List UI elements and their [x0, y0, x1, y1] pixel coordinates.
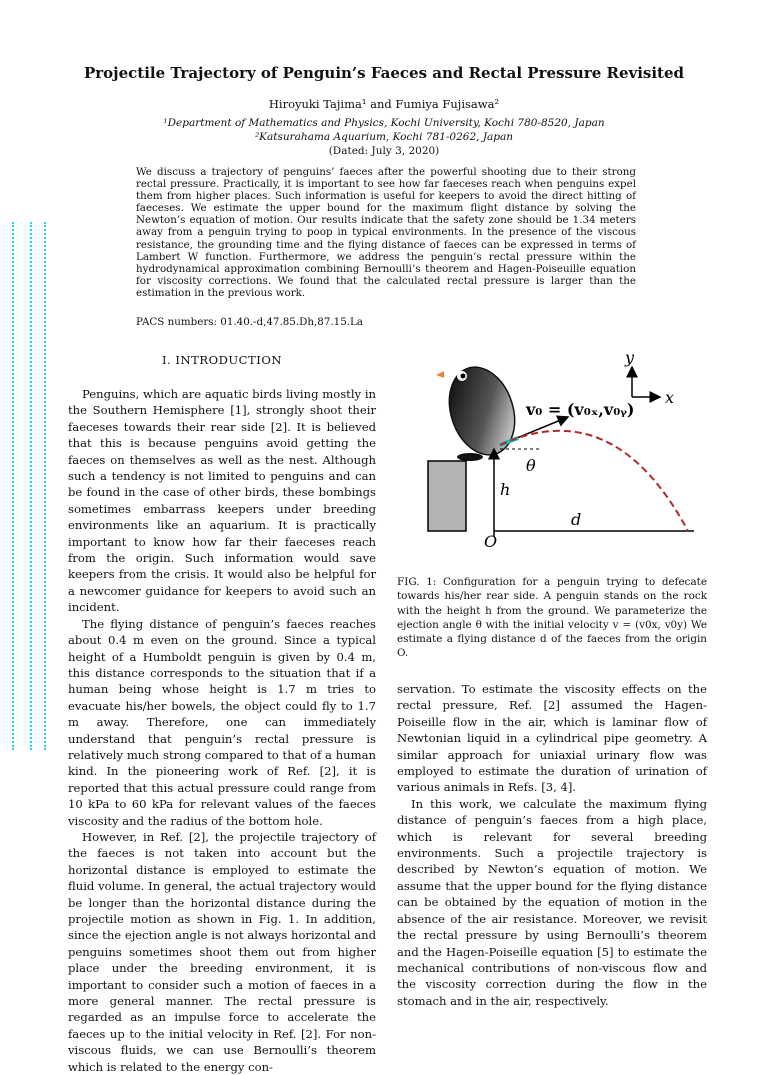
margin-annotation-dots — [12, 222, 50, 750]
paragraph: However, in Ref. [2], the projectile trajectory of the faeces is not taken into account but the horizontal distance is employed to estimate the fluid volume. In general, the actual trajectory would be longer than the horizontal distance during the projectile motion as shown in Fig. 1. In addition, since the ejection angle is not always horizontal and penguins sometimes shoot them out from higher place under the breeding environment, it is important to consider such a motion of faeces in a more general manner. The rectal pressure is regarded as an impulse force to accelerate the faeces up to the initial velocity in Ref. [2]. For non-viscous fluids, we can use Bernoulli’s theorem which is related to the energy con- — [68, 829, 376, 1074]
paragraph: servation. To estimate the viscosity effects on the rectal pressure, Ref. [2] assumed the Hagen-Poiseille flow in the air, which is laminar flow of Newtonian liquid in a cylindrical pipe geometry. A similar approach for uniaxial urinary flow was employed to estimate the duration of urination of various animals in Refs. [3, 4]. — [397, 682, 707, 795]
left-column — [68, 386, 376, 1075]
paragraph: Penguins, which are aquatic birds living mostly in the Southern Hemisphere [1], strongly shoot their faeceses towards their rear side [2]. It is believed that this is because penguins avoid getting the faeces on themselves as well as the nest. Although such a tendency is not limited to penguins and can be found in the case of other birds, these bombings sometimes embarrass keepers under breeding environments like an aquarium. It is practically important to know how far their faeceses reach from the origin. Such information would save keepers from the crisis. It would also be helpful for a newcomer guidance for keepers to avoid such an incident. — [68, 387, 376, 615]
paragraph: In this work, we calculate the maximum flying distance of penguin’s faeces from a high place, which is relevant for several breeding environments. Such a projectile trajectory is described by Newton’s equation of motion. We assume that the upper bound for the flying distance can be obtained by the equation of motion in the absence of the air resistance. Moreover, we revisit the rectal pressure by using Bernoulli’s theorem and the Hagen-Poiseille equation [5] to estimate the mechanical contributions of non-viscous flow and the viscosity correction during the flow in the stomach and in the air, respectively. — [397, 796, 707, 1008]
y-axis-label: y — [625, 348, 635, 367]
x-axis-label: x — [665, 388, 675, 407]
trajectory-curve — [500, 431, 688, 531]
penguin-illustration — [436, 359, 525, 464]
rock — [428, 461, 466, 531]
origin-label: O — [484, 532, 498, 551]
author-line: Hiroyuki Tajima¹ and Fumiya Fujisawa² — [268, 97, 500, 111]
affiliation-1: ¹Department of Mathematics and Physics, Kochi University, Kochi 780-8520, Japan — [163, 117, 605, 129]
affiliation-2: ²Katsurahama Aquarium, Kochi 781-0262, Japan — [254, 131, 514, 143]
date-line: (Dated: July 3, 2020) — [328, 145, 440, 157]
figure-1-diagram — [396, 345, 716, 555]
section-heading-introduction: I. INTRODUCTION — [161, 353, 283, 367]
abstract: We discuss a trajectory of penguins’ faeces after the powerful shooting due to their strong rectal pressure. Practically, it is important to see how far faeceses reach when penguins expel them from higher places. Such information is useful for keepers to avoid the direct hitting of faeceses. We estimate the upper bound for the maximum flight distance by solving the Newton’s equation of motion. Our results indicate that the safety zone should be 1.34 meters away from a penguin trying to poop in typical environments. In the presence of the viscous resistance, the grounding time and the flying distance of faeces can be expressed in terms of Lambert W function. Furthermore, we address the penguin’s rectal pressure within the hydrodynamical approximation combining Bernoulli’s theorem and Hagen-Poiseuille equation for viscosity corrections. We found that the calculated rectal pressure is larger than the estimation in the previous work. — [136, 166, 636, 299]
right-column — [397, 681, 707, 1009]
velocity-label: v₀ = (v₀ₓ,v₀ᵧ) — [526, 400, 635, 419]
theta-label: θ — [526, 456, 536, 475]
paper-title: Projectile Trajectory of Penguin’s Faeces and Rectal Pressure Revisited — [83, 64, 685, 82]
figure-1-caption: FIG. 1: Configuration for a penguin trying to defecate towards his/her rear side. A penguin stands on the rock with the height h from the ground. We parameterize the ejection angle θ with the initial velocity v = (v0x, v0y) We estimate a flying distance d of the faeces from the origin O. — [397, 576, 707, 660]
distance-label: d — [571, 510, 582, 529]
pacs-numbers: PACS numbers: 01.40.-d,47.85.Dh,87.15.La — [136, 316, 364, 328]
paragraph: The flying distance of penguin’s faeces reaches about 0.4 m even on the ground. Since a typical height of a Humboldt penguin is given by 0.4 m, this distance corresponds to the situation that if a human being whose height is 1.7 m tries to evacuate his/her bowels, the object could fly to 1.7 m away. Therefore, one can immediately understand that penguin’s rectal pressure is relatively much strong compared to that of a human kind. In the pioneering work of Ref. [2], it is reported that this actual pressure could range from 10 kPa to 60 kPa for relevant values of the faeces viscosity and the radius of the bottom hole. — [68, 616, 376, 828]
height-label: h — [500, 480, 511, 499]
